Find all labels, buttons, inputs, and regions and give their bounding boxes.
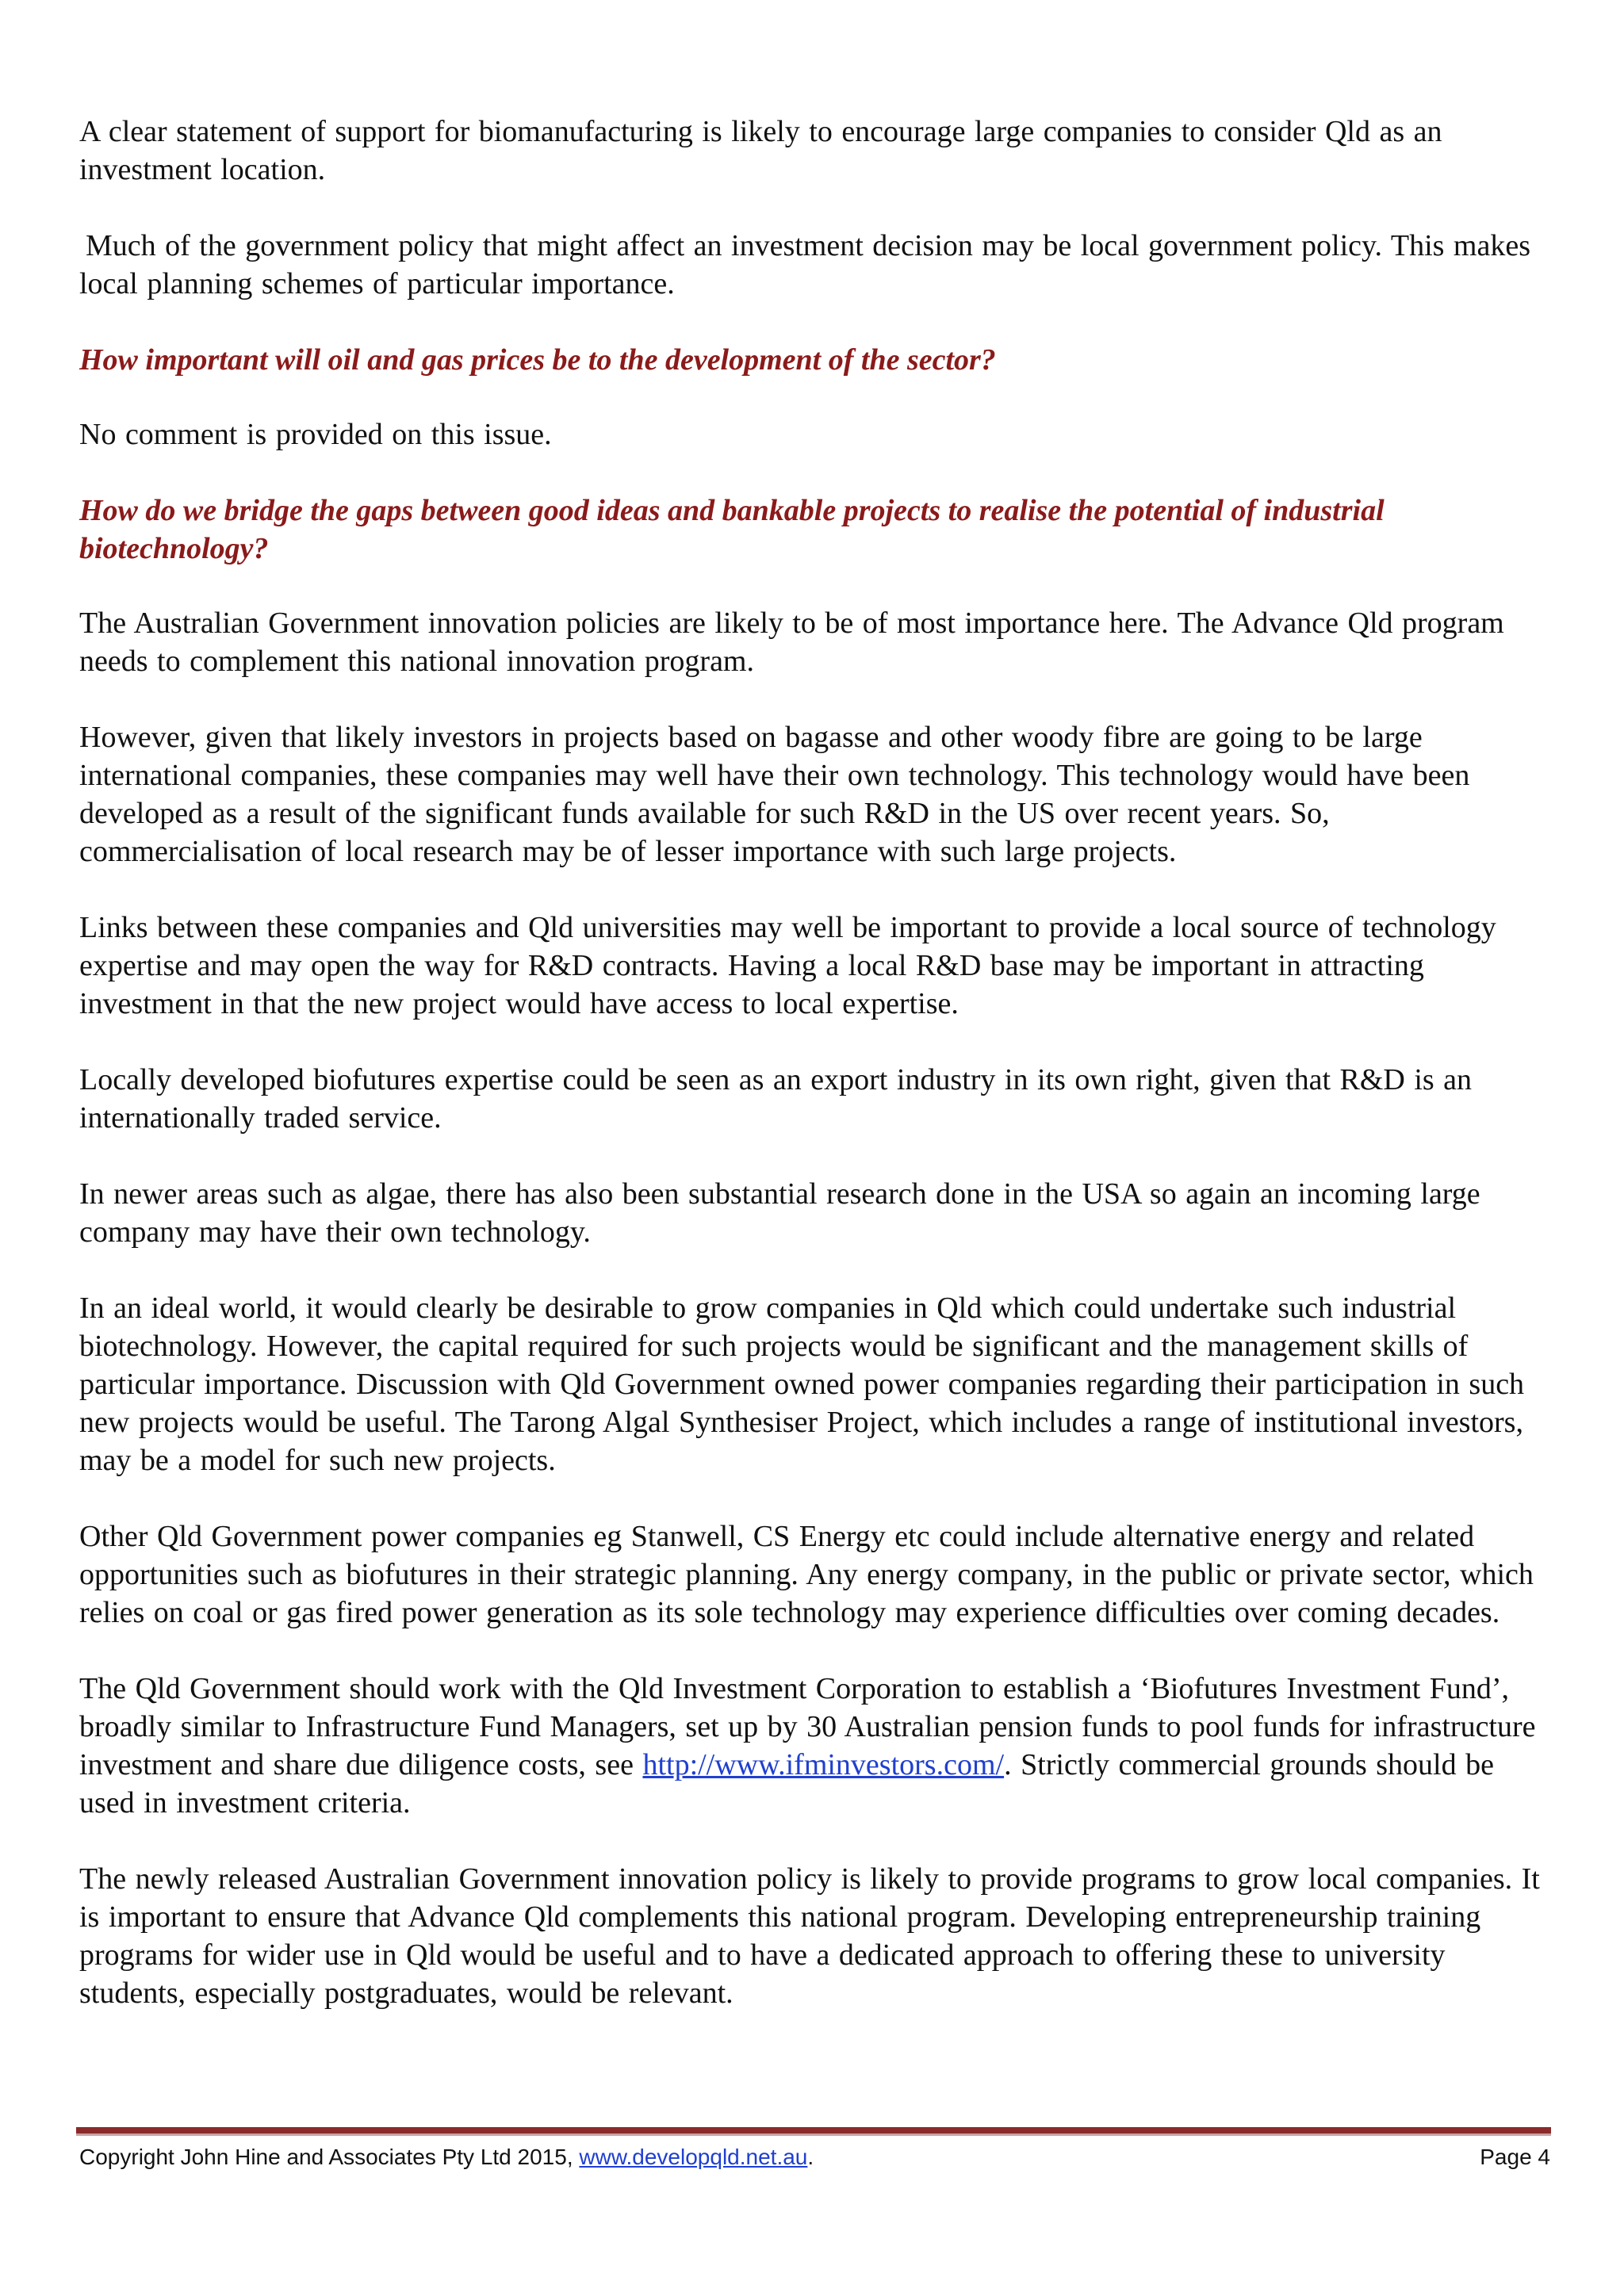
paragraph-text: The Qld Government should work with the Qld Investment Corporation to establish a ‘Biofutures Investment Fund’, broadly similar to Infrastructure Fund Managers, set up by 30 Australian pension funds to pool funds for infrastructure investment and share due diligence costs, see xyxy=(79,1672,1536,1781)
paragraph: In newer areas such as algae, there has also been substantial research done in the USA so again an incoming large company may have their own technology. xyxy=(79,1177,1480,1249)
document-body xyxy=(79,113,1546,2050)
page-footer xyxy=(79,2143,1550,2172)
paragraph: A clear statement of support for biomanufacturing is likely to encourage large companies to consider Qld as an investment location. xyxy=(79,115,1442,186)
paragraph: Locally developed biofutures expertise could be seen as an export industry in its own right, given that R&D is an internationally traded service. xyxy=(79,1063,1473,1135)
copyright-text: Copyright John Hine and Associates Pty Ltd 2015, xyxy=(79,2145,580,2169)
footer-copyright xyxy=(79,2143,814,2172)
paragraph-with-link xyxy=(79,1670,1546,1822)
paragraph: Links between these companies and Qld universities may well be important to provide a local source of technology expertise and may open the way for R&D contracts. Having a local R&D base may be important in attracting investment in that the new project would have access to local expertise. xyxy=(79,911,1496,1020)
paragraph: No comment is provided on this issue. xyxy=(79,418,552,451)
paragraph: Other Qld Government power companies eg Stanwell, CS Energy etc could include alternative energy and related opportunities such as biofutures in their strategic planning. Any energy company, in the public or private sector, which relies on coal or gas fired power generation as its sole technology may experience difficulties over coming decades. xyxy=(79,1520,1534,1629)
paragraph: However, given that likely investors in projects based on bagasse and other woody fibre are going to be large international companies, these companies may well have their own technology. This technology would have been developed as a result of the significant funds available for such R&D in the US over recent years. So, commercialisation of local research may be of lesser importance with such large projects. xyxy=(79,721,1470,868)
paragraph-text: . Strictly commercial grounds should be used in investment criteria. xyxy=(79,1748,1494,1820)
footer-period: . xyxy=(807,2145,814,2169)
paragraph: In an ideal world, it would clearly be desirable to grow companies in Qld which could undertake such industrial biotechnology. However, the capital required for such projects would be significant and the management skills of particular importance. Discussion with Qld Government owned power companies regarding their participation in such new projects would be useful. The Tarong Algal Synthesiser Project, which includes a range of institutional investors, may be a model for such new projects. xyxy=(79,1292,1525,1477)
section-question: How do we bridge the gaps between good ideas and bankable projects to realise the potential of industrial biotechnology? xyxy=(79,494,1385,565)
ifm-investors-link[interactable]: http://www.ifminvestors.com/ xyxy=(642,1748,1005,1781)
paragraph: The newly released Australian Government innovation policy is likely to provide programs to grow local companies. It is important to ensure that Advance Qld complements this national program. Developing entrepreneurship training programs for wider use in Qld would be useful and to have a dedicated approach to offering these to university students, especially postgraduates, would be relevant. xyxy=(79,1862,1540,2010)
footer-divider xyxy=(76,2127,1551,2136)
section-question: How important will oil and gas prices be to the development of the sector? xyxy=(79,343,996,377)
page-number: Page 4 xyxy=(1480,2145,1550,2169)
website-link[interactable]: www.developqld.net.au xyxy=(579,2145,808,2169)
paragraph: Much of the government policy that might affect an investment decision may be local government policy. This makes local planning schemes of particular importance. xyxy=(79,229,1531,300)
paragraph: The Australian Government innovation policies are likely to be of most importance here. The Advance Qld program needs to complement this national innovation program. xyxy=(79,607,1504,678)
